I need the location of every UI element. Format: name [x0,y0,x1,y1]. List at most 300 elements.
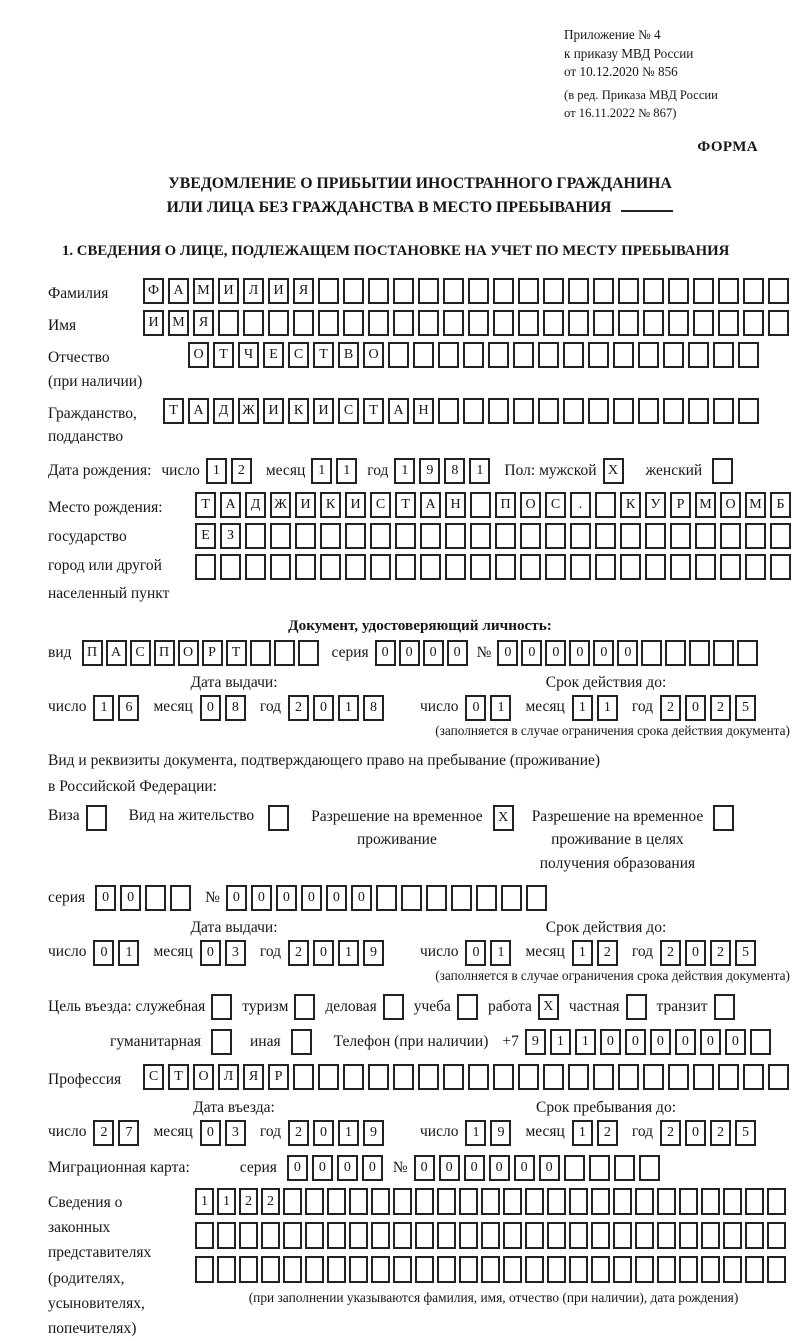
char-cell[interactable]: 9 [419,458,440,484]
char-cell[interactable]: Т [168,1064,189,1090]
char-cell[interactable] [370,523,391,549]
char-cell[interactable]: 2 [597,1120,618,1146]
char-cell[interactable] [745,1256,764,1283]
char-cell[interactable]: 3 [225,940,246,966]
char-cell[interactable] [745,554,766,580]
char-cell[interactable]: 0 [301,885,322,911]
char-cell[interactable]: И [295,492,316,518]
char-cell[interactable] [568,310,589,336]
char-cell[interactable] [713,398,734,424]
char-cell[interactable]: 2 [710,1120,731,1146]
char-cell[interactable]: Т [395,492,416,518]
char-cell[interactable]: А [188,398,209,424]
char-cell[interactable] [443,1064,464,1090]
char-cell[interactable] [305,1256,324,1283]
char-cell[interactable] [689,640,710,666]
char-cell[interactable] [668,278,689,304]
char-cell[interactable] [525,1222,544,1249]
char-cell[interactable] [635,1222,654,1249]
char-cell[interactable] [145,885,166,911]
char-cell[interactable] [591,1222,610,1249]
char-cell[interactable]: 0 [569,640,590,666]
char-cell[interactable] [370,554,391,580]
char-cell[interactable]: К [320,492,341,518]
char-cell[interactable] [591,1256,610,1283]
char-cell[interactable] [293,310,314,336]
char-cell[interactable] [413,342,434,368]
char-cell[interactable]: О [178,640,199,666]
char-cell[interactable]: X [603,458,624,484]
char-cell[interactable]: Б [770,492,791,518]
char-cell[interactable]: 2 [261,1188,280,1215]
char-cell[interactable] [437,1256,456,1283]
char-cell[interactable] [195,1256,214,1283]
char-cell[interactable]: 0 [120,885,141,911]
char-cell[interactable] [415,1188,434,1215]
char-cell[interactable] [495,554,516,580]
char-cell[interactable] [170,885,191,911]
char-cell[interactable]: А [420,492,441,518]
char-cell[interactable] [451,885,472,911]
char-cell[interactable] [693,278,714,304]
char-cell[interactable] [320,523,341,549]
char-cell[interactable] [283,1256,302,1283]
char-cell[interactable] [679,1188,698,1215]
char-cell[interactable] [767,1256,786,1283]
char-cell[interactable]: 0 [351,885,372,911]
char-cell[interactable] [569,1222,588,1249]
char-cell[interactable]: 0 [312,1155,333,1181]
char-cell[interactable] [470,554,491,580]
char-cell[interactable] [283,1188,302,1215]
char-cell[interactable] [638,342,659,368]
char-cell[interactable] [538,398,559,424]
char-cell[interactable] [513,342,534,368]
char-cell[interactable]: 1 [572,1120,593,1146]
char-cell[interactable] [563,342,584,368]
char-cell[interactable] [663,398,684,424]
char-cell[interactable] [588,342,609,368]
char-cell[interactable]: 2 [710,695,731,721]
char-cell[interactable] [220,554,241,580]
char-cell[interactable] [620,554,641,580]
char-cell[interactable]: 2 [660,1120,681,1146]
char-cell[interactable] [737,640,758,666]
char-cell[interactable]: 1 [118,940,139,966]
char-cell[interactable] [738,342,759,368]
char-cell[interactable] [718,278,739,304]
char-cell[interactable] [712,458,733,484]
char-cell[interactable]: 9 [525,1029,546,1055]
char-cell[interactable] [195,1222,214,1249]
char-cell[interactable] [343,278,364,304]
char-cell[interactable]: 0 [675,1029,696,1055]
char-cell[interactable] [438,398,459,424]
char-cell[interactable] [670,523,691,549]
char-cell[interactable]: 0 [200,695,221,721]
char-cell[interactable] [493,278,514,304]
char-cell[interactable]: 1 [469,458,490,484]
char-cell[interactable]: 0 [465,695,486,721]
char-cell[interactable]: 1 [338,940,359,966]
char-cell[interactable] [679,1222,698,1249]
char-cell[interactable]: 7 [118,1120,139,1146]
char-cell[interactable]: О [520,492,541,518]
char-cell[interactable]: 2 [597,940,618,966]
char-cell[interactable]: 9 [363,1120,384,1146]
char-cell[interactable] [635,1256,654,1283]
char-cell[interactable] [743,310,764,336]
char-cell[interactable] [620,523,641,549]
char-cell[interactable] [343,310,364,336]
char-cell[interactable] [468,278,489,304]
char-cell[interactable]: 0 [251,885,272,911]
char-cell[interactable]: 0 [93,940,114,966]
char-cell[interactable] [518,278,539,304]
char-cell[interactable]: 1 [338,1120,359,1146]
char-cell[interactable] [327,1222,346,1249]
char-cell[interactable] [525,1188,544,1215]
char-cell[interactable] [595,492,616,518]
char-cell[interactable]: О [720,492,741,518]
char-cell[interactable] [270,523,291,549]
char-cell[interactable] [393,1222,412,1249]
char-cell[interactable]: 0 [399,640,420,666]
char-cell[interactable] [295,523,316,549]
char-cell[interactable] [595,523,616,549]
char-cell[interactable] [268,310,289,336]
char-cell[interactable]: 0 [514,1155,535,1181]
char-cell[interactable] [318,1064,339,1090]
char-cell[interactable] [305,1188,324,1215]
char-cell[interactable]: 1 [338,695,359,721]
char-cell[interactable]: 0 [489,1155,510,1181]
char-cell[interactable]: 0 [276,885,297,911]
char-cell[interactable] [770,523,791,549]
char-cell[interactable] [443,310,464,336]
char-cell[interactable] [261,1222,280,1249]
char-cell[interactable]: Я [243,1064,264,1090]
char-cell[interactable] [593,278,614,304]
char-cell[interactable] [693,310,714,336]
char-cell[interactable] [668,310,689,336]
char-cell[interactable]: О [188,342,209,368]
char-cell[interactable] [383,994,404,1020]
char-cell[interactable]: 8 [363,695,384,721]
char-cell[interactable] [268,805,289,831]
char-cell[interactable] [470,523,491,549]
char-cell[interactable]: 0 [287,1155,308,1181]
char-cell[interactable] [701,1188,720,1215]
char-cell[interactable]: 2 [660,940,681,966]
char-cell[interactable] [695,554,716,580]
char-cell[interactable] [274,640,295,666]
char-cell[interactable] [345,523,366,549]
char-cell[interactable]: П [154,640,175,666]
char-cell[interactable] [613,1222,632,1249]
char-cell[interactable]: И [345,492,366,518]
char-cell[interactable]: 0 [439,1155,460,1181]
char-cell[interactable]: Т [226,640,247,666]
char-cell[interactable] [713,640,734,666]
char-cell[interactable] [538,342,559,368]
char-cell[interactable]: . [570,492,591,518]
char-cell[interactable]: 0 [725,1029,746,1055]
char-cell[interactable] [518,1064,539,1090]
char-cell[interactable] [645,523,666,549]
char-cell[interactable] [723,1222,742,1249]
char-cell[interactable] [547,1222,566,1249]
char-cell[interactable] [738,398,759,424]
char-cell[interactable] [245,523,266,549]
char-cell[interactable]: 0 [685,1120,706,1146]
char-cell[interactable] [503,1256,522,1283]
char-cell[interactable] [569,1256,588,1283]
char-cell[interactable] [768,310,789,336]
char-cell[interactable] [245,554,266,580]
char-cell[interactable] [388,342,409,368]
char-cell[interactable]: 1 [336,458,357,484]
char-cell[interactable] [543,1064,564,1090]
char-cell[interactable] [395,523,416,549]
char-cell[interactable]: 1 [575,1029,596,1055]
char-cell[interactable] [547,1256,566,1283]
char-cell[interactable]: 0 [313,695,334,721]
char-cell[interactable]: 0 [625,1029,646,1055]
char-cell[interactable] [393,1064,414,1090]
char-cell[interactable] [720,554,741,580]
char-cell[interactable] [657,1222,676,1249]
char-cell[interactable]: Т [213,342,234,368]
char-cell[interactable] [564,1155,585,1181]
char-cell[interactable]: 1 [195,1188,214,1215]
char-cell[interactable] [349,1188,368,1215]
char-cell[interactable]: 9 [490,1120,511,1146]
char-cell[interactable] [371,1222,390,1249]
char-cell[interactable]: 0 [600,1029,621,1055]
char-cell[interactable] [318,310,339,336]
char-cell[interactable] [211,994,232,1020]
char-cell[interactable] [459,1256,478,1283]
char-cell[interactable] [768,1064,789,1090]
char-cell[interactable] [688,398,709,424]
char-cell[interactable]: 0 [414,1155,435,1181]
char-cell[interactable]: О [193,1064,214,1090]
char-cell[interactable]: Ж [270,492,291,518]
char-cell[interactable] [568,278,589,304]
char-cell[interactable] [513,398,534,424]
char-cell[interactable] [243,310,264,336]
char-cell[interactable]: 2 [288,1120,309,1146]
char-cell[interactable]: 1 [550,1029,571,1055]
char-cell[interactable]: 0 [545,640,566,666]
char-cell[interactable]: Т [313,342,334,368]
char-cell[interactable] [657,1188,676,1215]
char-cell[interactable] [593,310,614,336]
char-cell[interactable] [595,554,616,580]
char-cell[interactable]: 6 [118,695,139,721]
char-cell[interactable] [543,278,564,304]
char-cell[interactable] [723,1256,742,1283]
char-cell[interactable] [663,342,684,368]
char-cell[interactable] [643,278,664,304]
char-cell[interactable] [368,278,389,304]
char-cell[interactable] [418,310,439,336]
char-cell[interactable]: Т [195,492,216,518]
char-cell[interactable] [476,885,497,911]
char-cell[interactable]: Р [202,640,223,666]
char-cell[interactable] [470,492,491,518]
char-cell[interactable] [393,1256,412,1283]
char-cell[interactable]: 0 [362,1155,383,1181]
char-cell[interactable] [493,310,514,336]
char-cell[interactable]: Д [213,398,234,424]
char-cell[interactable] [626,994,647,1020]
char-cell[interactable]: 0 [337,1155,358,1181]
char-cell[interactable] [445,554,466,580]
char-cell[interactable] [570,523,591,549]
char-cell[interactable] [239,1222,258,1249]
char-cell[interactable] [518,310,539,336]
char-cell[interactable] [613,1256,632,1283]
char-cell[interactable] [618,310,639,336]
char-cell[interactable]: М [695,492,716,518]
char-cell[interactable]: 0 [326,885,347,911]
char-cell[interactable] [401,885,422,911]
char-cell[interactable] [371,1256,390,1283]
char-cell[interactable] [525,1256,544,1283]
char-cell[interactable] [563,398,584,424]
char-cell[interactable] [345,554,366,580]
char-cell[interactable] [770,554,791,580]
char-cell[interactable] [745,523,766,549]
char-cell[interactable]: Р [670,492,691,518]
char-cell[interactable]: Е [263,342,284,368]
char-cell[interactable]: 0 [521,640,542,666]
char-cell[interactable] [395,554,416,580]
char-cell[interactable] [371,1188,390,1215]
char-cell[interactable]: 2 [231,458,252,484]
char-cell[interactable]: 0 [95,885,116,911]
char-cell[interactable]: 1 [572,940,593,966]
char-cell[interactable] [713,805,734,831]
char-cell[interactable] [437,1188,456,1215]
char-cell[interactable] [488,342,509,368]
char-cell[interactable] [393,310,414,336]
char-cell[interactable] [261,1256,280,1283]
char-cell[interactable]: 5 [735,695,756,721]
char-cell[interactable] [657,1256,676,1283]
char-cell[interactable] [745,1222,764,1249]
char-cell[interactable] [463,398,484,424]
char-cell[interactable]: 0 [593,640,614,666]
char-cell[interactable] [589,1155,610,1181]
char-cell[interactable] [613,398,634,424]
char-cell[interactable]: П [82,640,103,666]
char-cell[interactable] [320,554,341,580]
char-cell[interactable] [545,523,566,549]
char-cell[interactable]: 5 [735,1120,756,1146]
char-cell[interactable] [643,310,664,336]
char-cell[interactable] [418,278,439,304]
char-cell[interactable] [250,640,271,666]
char-cell[interactable]: И [143,310,164,336]
char-cell[interactable]: 0 [313,1120,334,1146]
char-cell[interactable] [591,1188,610,1215]
char-cell[interactable] [718,310,739,336]
char-cell[interactable] [493,1064,514,1090]
char-cell[interactable]: М [168,310,189,336]
char-cell[interactable]: 1 [465,1120,486,1146]
char-cell[interactable]: 8 [225,695,246,721]
char-cell[interactable]: С [370,492,391,518]
char-cell[interactable] [743,1064,764,1090]
char-cell[interactable]: М [745,492,766,518]
char-cell[interactable]: 0 [650,1029,671,1055]
char-cell[interactable] [495,523,516,549]
char-cell[interactable]: 0 [313,940,334,966]
char-cell[interactable] [86,805,107,831]
char-cell[interactable] [768,278,789,304]
char-cell[interactable]: И [263,398,284,424]
char-cell[interactable] [588,398,609,424]
char-cell[interactable] [368,310,389,336]
char-cell[interactable]: 1 [394,458,415,484]
char-cell[interactable] [368,1064,389,1090]
char-cell[interactable]: 0 [423,640,444,666]
char-cell[interactable]: И [313,398,334,424]
char-cell[interactable]: 0 [447,640,468,666]
char-cell[interactable]: 0 [375,640,396,666]
char-cell[interactable] [468,310,489,336]
char-cell[interactable] [459,1188,478,1215]
char-cell[interactable] [641,640,662,666]
char-cell[interactable] [547,1188,566,1215]
char-cell[interactable] [767,1222,786,1249]
char-cell[interactable] [418,1064,439,1090]
char-cell[interactable]: Ж [238,398,259,424]
char-cell[interactable] [693,1064,714,1090]
char-cell[interactable] [570,554,591,580]
char-cell[interactable]: 0 [617,640,638,666]
char-cell[interactable] [613,1188,632,1215]
char-cell[interactable] [218,310,239,336]
char-cell[interactable] [750,1029,771,1055]
char-cell[interactable] [327,1188,346,1215]
char-cell[interactable]: 0 [226,885,247,911]
char-cell[interactable] [415,1222,434,1249]
char-cell[interactable]: X [493,805,514,831]
char-cell[interactable] [481,1222,500,1249]
char-cell[interactable]: 1 [490,695,511,721]
char-cell[interactable] [720,523,741,549]
char-cell[interactable]: 0 [685,695,706,721]
char-cell[interactable] [501,885,522,911]
char-cell[interactable] [701,1222,720,1249]
char-cell[interactable] [327,1256,346,1283]
char-cell[interactable] [670,554,691,580]
char-cell[interactable] [295,554,316,580]
char-cell[interactable]: 9 [363,940,384,966]
char-cell[interactable] [520,523,541,549]
char-cell[interactable] [745,1188,764,1215]
char-cell[interactable] [343,1064,364,1090]
char-cell[interactable]: И [218,278,239,304]
char-cell[interactable] [438,342,459,368]
char-cell[interactable] [468,1064,489,1090]
char-cell[interactable] [318,278,339,304]
char-cell[interactable]: 2 [93,1120,114,1146]
